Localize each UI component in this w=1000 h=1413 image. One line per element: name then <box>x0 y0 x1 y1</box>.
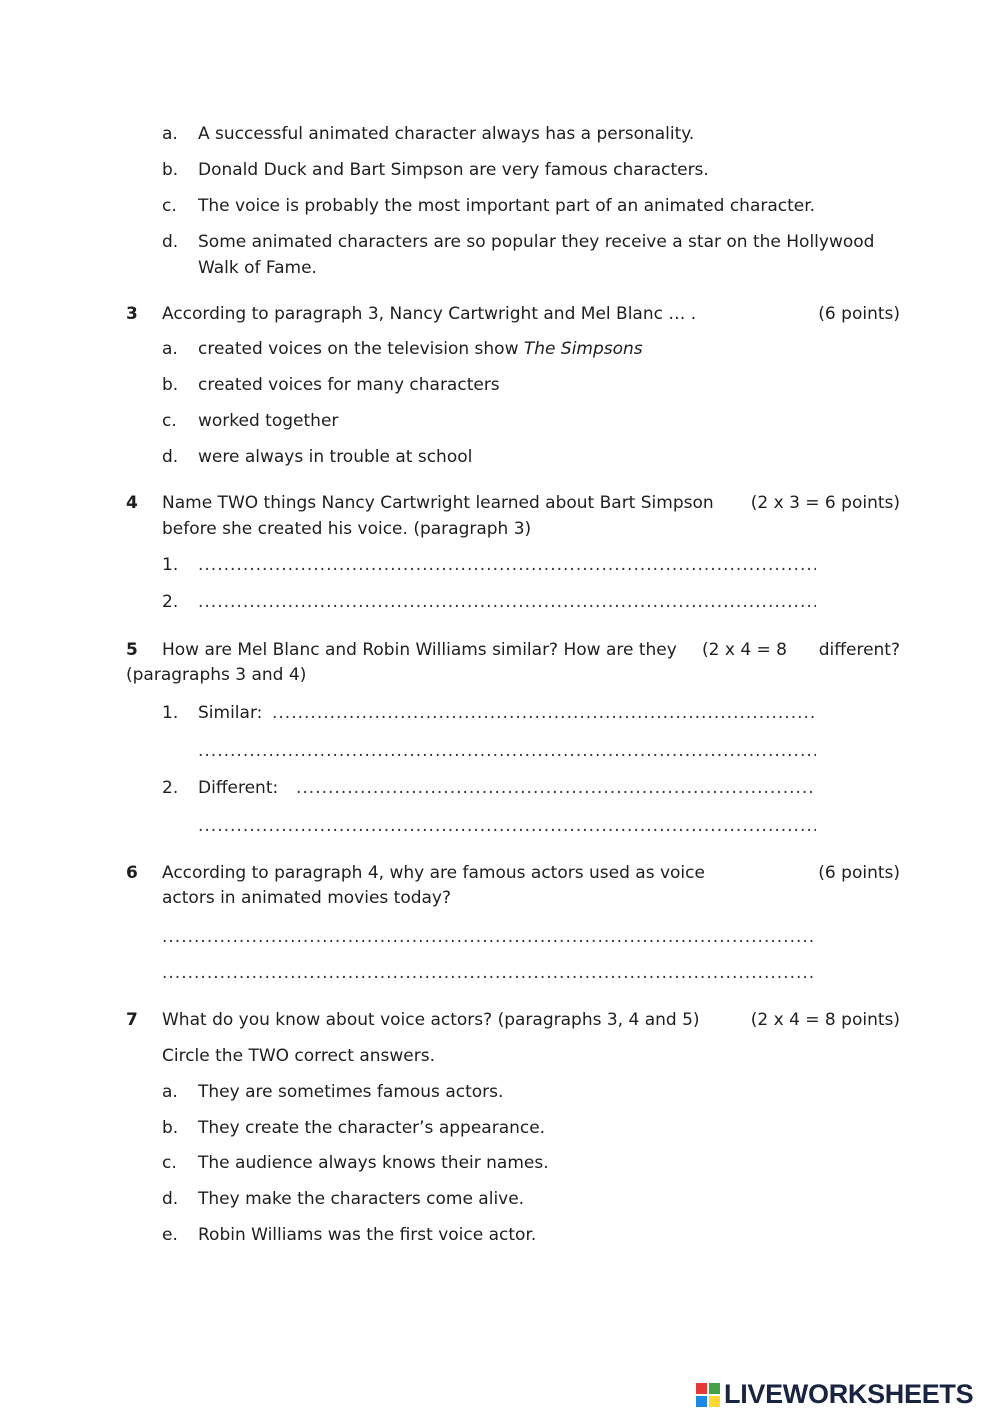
question-text: Name TWO things Nancy Cartwright learned about Bart Simpson <box>162 493 714 513</box>
question-points: (2 x 4 = 8 points) <box>750 1010 900 1030</box>
option-label: d. <box>162 1189 179 1209</box>
answer-line[interactable] <box>162 960 816 986</box>
answer-prompt: Different: <box>198 778 279 798</box>
answer-line[interactable] <box>296 775 816 801</box>
question-number: 6 <box>126 863 138 883</box>
question-text: How are Mel Blanc and Robin Williams similar? How are they <box>162 640 677 660</box>
option-text: created voices for many characters <box>198 375 500 395</box>
option-text: The audience always knows their names. <box>198 1153 549 1173</box>
option-label: b. <box>162 160 179 180</box>
option-label: b. <box>162 375 179 395</box>
answer-line[interactable] <box>198 813 816 839</box>
answer-label: 2. <box>162 592 179 612</box>
answer-line[interactable] <box>272 700 816 726</box>
instruction-text: Circle the TWO correct answers. <box>162 1046 436 1066</box>
option-label: c. <box>162 196 177 216</box>
option-text: Robin Williams was the first voice actor. <box>198 1225 537 1245</box>
option-label: d. <box>162 232 179 252</box>
answer-label: 1. <box>162 555 179 575</box>
question-text: before she created his voice. (paragraph 3) <box>162 519 532 539</box>
option-text: Some animated characters are so popular they receive a star on the Hollywood <box>198 232 875 252</box>
option-text: The voice is probably the most important part of an animated character. <box>198 196 816 216</box>
option-label: b. <box>162 1118 179 1138</box>
answer-label: 1. <box>162 703 179 723</box>
liveworksheets-logo <box>696 1378 996 1410</box>
question-number: 7 <box>126 1010 138 1030</box>
question-text: (paragraphs 3 and 4) <box>126 665 307 685</box>
question-text: According to paragraph 3, Nancy Cartwright and Mel Blanc … . <box>162 304 697 324</box>
question-number: 4 <box>126 493 138 513</box>
question-number: 3 <box>126 304 138 324</box>
question-points: (6 points) <box>818 304 900 324</box>
option-label: a. <box>162 339 178 359</box>
option-text: They are sometimes famous actors. <box>198 1082 504 1102</box>
option-label: a. <box>162 124 178 144</box>
liveworksheets-logo-icon <box>696 1383 720 1407</box>
option-text: were always in trouble at school <box>198 447 473 467</box>
option-label: d. <box>162 447 179 467</box>
option-text: Donald Duck and Bart Simpson are very famous characters. <box>198 160 709 180</box>
option-text: created voices on the television show The Simpsons <box>198 339 643 359</box>
answer-prompt: Similar: <box>198 703 263 723</box>
option-label: c. <box>162 1153 177 1173</box>
option-text: worked together <box>198 411 339 431</box>
question-number: 5 <box>126 640 138 660</box>
question-points: (2 x 4 = 8 <box>702 640 787 660</box>
option-text: They create the character’s appearance. <box>198 1118 546 1138</box>
question-text: actors in animated movies today? <box>162 888 452 908</box>
question-text: What do you know about voice actors? (paragraphs 3, 4 and 5) <box>162 1010 700 1030</box>
answer-line[interactable] <box>198 589 816 615</box>
question-text: According to paragraph 4, why are famous actors used as voice <box>162 863 705 883</box>
option-label: c. <box>162 411 177 431</box>
option-label: e. <box>162 1225 178 1245</box>
question-points: (6 points) <box>818 863 900 883</box>
question-points: (2 x 3 = 6 points) <box>750 493 900 513</box>
option-text: They make the characters come alive. <box>198 1189 525 1209</box>
liveworksheets-logo-text: LIVEWORKSHEETS <box>724 1379 974 1409</box>
option-text: A successful animated character always has a personality. <box>198 124 695 144</box>
answer-line[interactable] <box>162 924 816 950</box>
option-label: a. <box>162 1082 178 1102</box>
option-text: Walk of Fame. <box>198 258 317 278</box>
answer-label: 2. <box>162 778 179 798</box>
answer-line[interactable] <box>198 738 816 764</box>
answer-line[interactable] <box>198 552 816 578</box>
question-text-trail: different? <box>818 640 900 660</box>
